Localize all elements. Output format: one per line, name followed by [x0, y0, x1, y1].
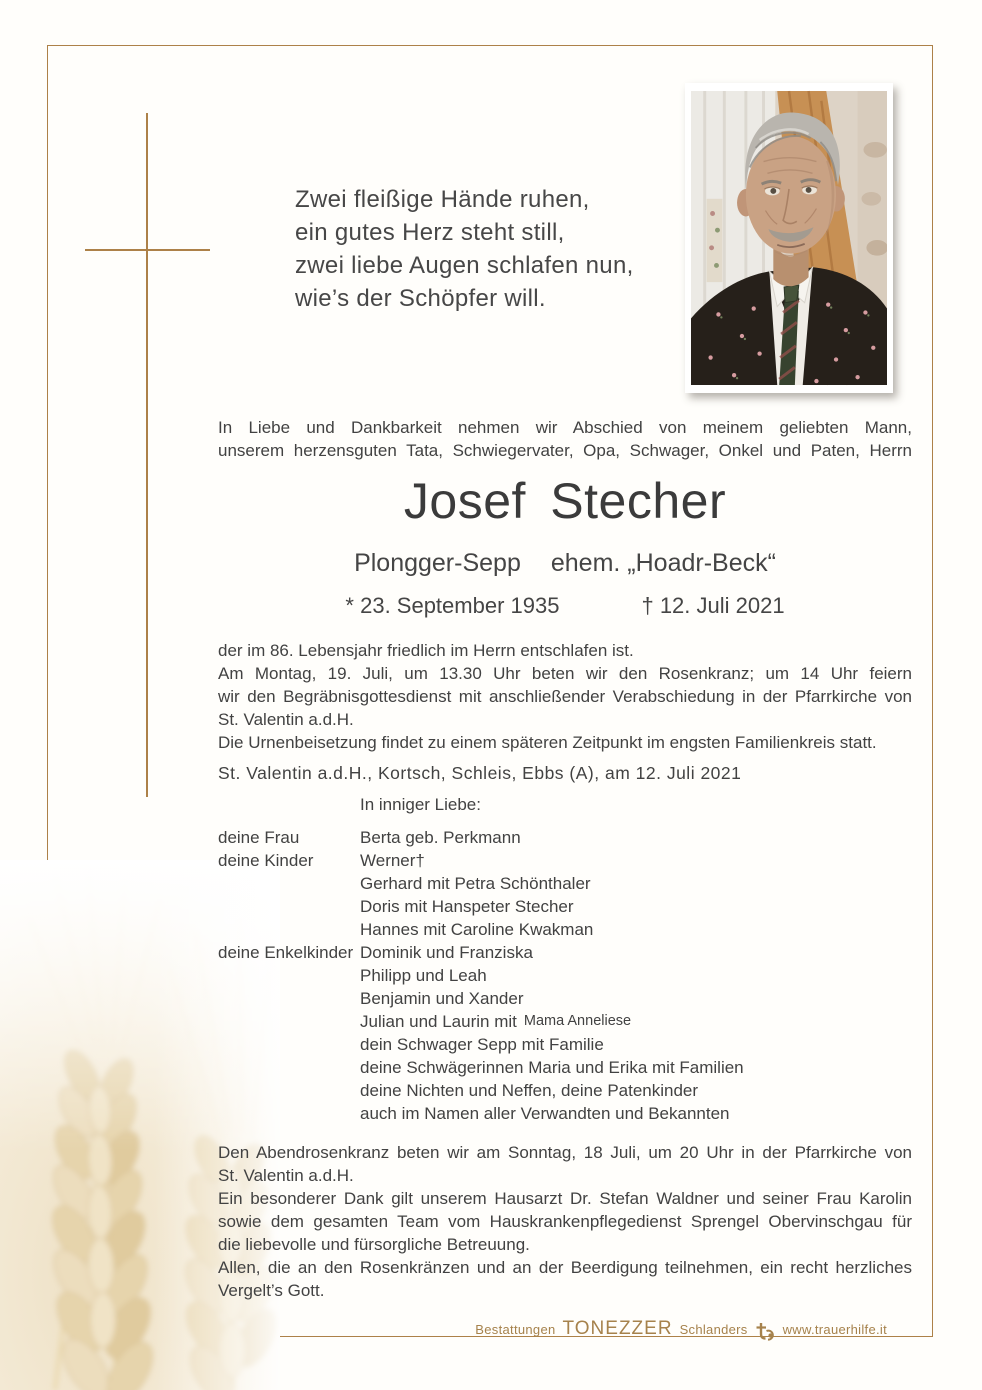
birth-date: * 23. September 1935: [345, 593, 560, 618]
announcement-line: Die Urnenbeisetzung findet zu einem späteren Zeitpunkt im engsten Familienkreis statt.: [218, 733, 877, 752]
announcement-line: der im 86. Lebensjahr friedlich im Herrn entschlafen ist.: [218, 641, 634, 660]
farewell-heading: In inniger Liebe:: [360, 795, 481, 814]
family-member-name: Philipp und Leah: [360, 966, 487, 985]
announcement-line: Am Montag, 19. Juli, um 13.30 Uhr beten wir den Rosenkranz; um 14 Uhr feiern: [218, 664, 912, 683]
deceased-subtitle: [218, 549, 912, 578]
family-row: [218, 849, 912, 872]
closing-notes: [218, 1141, 912, 1302]
family-member-name: Hannes mit Caroline Kwakman: [360, 920, 594, 939]
funeral-announcement: [218, 639, 912, 754]
family-row: [218, 918, 912, 941]
notes-line: sowie dem gesamten Team vom Hauskrankenpflegedienst Sprengel Obervinschgau für: [218, 1212, 912, 1231]
family-member-name: Doris mit Hanspeter Stecher: [360, 897, 574, 916]
poem: [295, 183, 634, 315]
family-row: [218, 987, 912, 1010]
family-relation-label: [218, 918, 360, 941]
family-row: [218, 1102, 912, 1125]
family-member-name: Berta geb. Perkmann: [360, 828, 521, 847]
family-member-name-small: Mama Anneliese: [523, 1013, 632, 1029]
family-member-name: dein Schwager Sepp mit Familie: [360, 1035, 604, 1054]
portrait-photo: [685, 83, 893, 393]
family-relation-label: [218, 1102, 360, 1125]
death-date: † 12. Juli 2021: [641, 593, 785, 618]
footer-brand: TONEZZER: [562, 1318, 673, 1339]
places-date-line: St. Valentin a.d.H., Kortsch, Schleis, Ebbs (A), am 12. Juli 2021: [218, 763, 742, 783]
life-dates: [218, 593, 912, 619]
cross-icon-bar: [85, 249, 210, 251]
intro-line: In Liebe und Dankbarkeit nehmen wir Abschied von meinem geliebten Mann,: [218, 418, 912, 437]
family-relation-label: [218, 1010, 360, 1033]
family-row: [218, 1010, 912, 1033]
trauerhilfe-cross-logo-icon: [755, 1322, 776, 1341]
family-member-name: deine Schwägerinnen Maria und Erika mit Familien: [360, 1058, 744, 1077]
poem-line: ein gutes Herz steht still,: [295, 219, 565, 246]
cross-icon: [146, 113, 148, 797]
family-relation-label: deine Frau: [218, 828, 300, 847]
intro-paragraph: [218, 416, 912, 462]
family-relation-label: deine Enkelkinder: [218, 943, 354, 962]
family-row: [218, 826, 912, 849]
announcement-line: wir den Begräbnisgottesdienst mit anschließender Verabschiedung in der Pfarrkirche von: [218, 687, 912, 706]
family-member-name: auch im Namen aller Verwandten und Bekannten: [360, 1104, 730, 1123]
footer-prefix: Bestattungen: [475, 1322, 556, 1337]
family-row: [218, 895, 912, 918]
family-relation-label: [218, 872, 360, 895]
deceased-former-name: ehem. „Hoadr-Beck“: [550, 549, 776, 577]
family-row: [218, 941, 912, 964]
footer-website: www.trauerhilfe.it: [782, 1322, 887, 1337]
intro-line: unserem herzensguten Tata, Schwiegervater, Opa, Schwager, Onkel und Paten, Herrn: [218, 441, 912, 460]
poem-line: Zwei fleißige Hände ruhen,: [295, 186, 590, 213]
family-relation-label: [218, 1079, 360, 1102]
notes-line: Vergelt’s Gott.: [218, 1281, 325, 1300]
family-relation-label: [218, 1033, 360, 1056]
notes-line: Den Abendrosenkranz beten wir am Sonntag, 18 Juli, um 20 Uhr in der Pfarrkirche von: [218, 1143, 912, 1162]
family-row: [218, 1033, 912, 1056]
family-member-name: Dominik und Franziska: [360, 943, 533, 962]
family-row: [218, 872, 912, 895]
announcement-line: St. Valentin a.d.H.: [218, 710, 354, 729]
notes-line: die liebevolle und fürsorgliche Betreuung.: [218, 1235, 530, 1254]
family-relation-label: deine Kinder: [218, 851, 314, 870]
family-member-name: Gerhard mit Petra Schönthaler: [360, 874, 591, 893]
notes-line: Allen, die an den Rosenkränzen und an der Beerdigung teilnehmen, ein recht herzliches: [218, 1258, 912, 1277]
deceased-name: Josef Stecher: [403, 473, 727, 529]
portrait-photo-illustration: [691, 89, 887, 387]
family-row: [218, 964, 912, 987]
notes-line: Ein besonderer Dank gilt unserem Hausarzt Dr. Stefan Waldner und seiner Frau Karolin: [218, 1189, 912, 1208]
deceased-alias: Plongger-Sepp: [354, 549, 521, 577]
family-relation-label: [218, 895, 360, 918]
poem-line: wie’s der Schöpfer will.: [295, 285, 546, 312]
family-member-name: deine Nichten und Neffen, deine Patenkinder: [360, 1081, 699, 1100]
family-list: [218, 826, 912, 1125]
family-relation-label: [218, 964, 360, 987]
family-row: [218, 1056, 912, 1079]
footer-location: Schlanders: [679, 1322, 748, 1337]
poem-line: zwei liebe Augen schlafen nun,: [295, 252, 634, 279]
family-relation-label: [218, 1056, 360, 1079]
family-member-name: Werner†: [360, 851, 425, 870]
funeral-home-footer: [475, 1318, 887, 1340]
family-relation-label: [218, 987, 360, 1010]
notes-line: St. Valentin a.d.H.: [218, 1166, 354, 1185]
family-row: [218, 1079, 912, 1102]
family-member-name: Benjamin und Xander: [360, 989, 524, 1008]
family-member-name: Julian und Laurin mit: [360, 1012, 517, 1031]
